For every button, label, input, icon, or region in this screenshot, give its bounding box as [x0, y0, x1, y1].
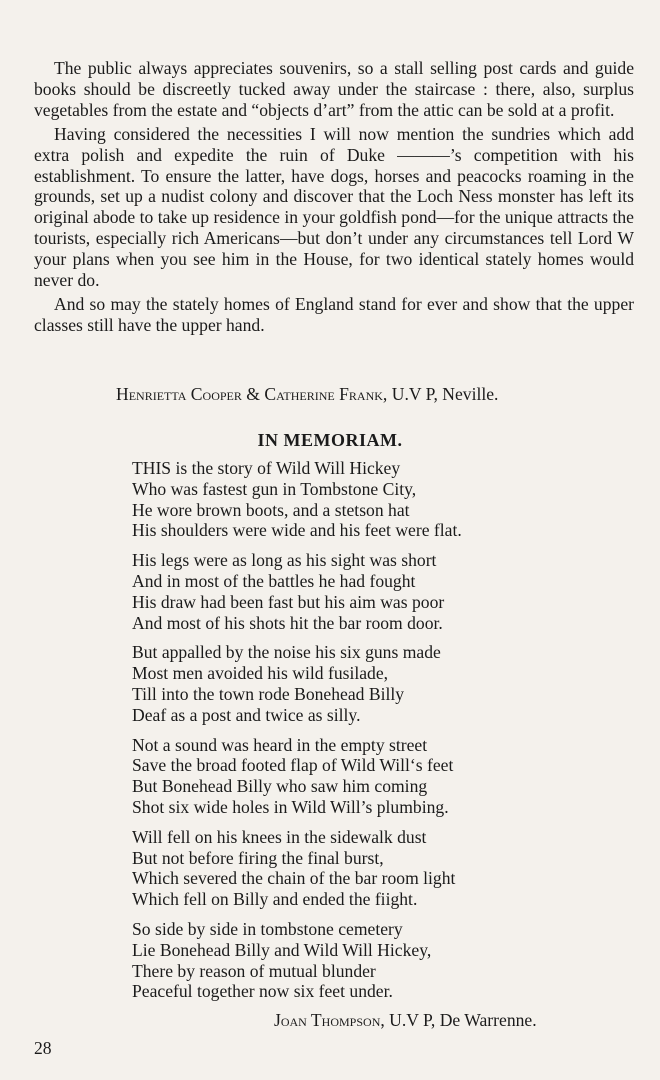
essay-byline — [116, 384, 498, 405]
poem-byline — [274, 1010, 537, 1031]
poem-line: Which severed the chain of the bar room light — [132, 868, 456, 889]
author-class: U.V P, Neville. — [391, 384, 499, 404]
poem-line: Deaf as a post and twice as silly. — [132, 704, 361, 725]
poem-line: But appalled by the noise his six guns made — [132, 642, 441, 663]
author-names: Henrietta Cooper & Catherine Frank, — [116, 384, 388, 404]
poem-line: Till into the town rode Bonehead Billy — [132, 683, 405, 704]
paragraph: And so may the stately homes of England stand for ever and show that the upper classes still have the upper hand. — [34, 293, 634, 335]
paragraph: Having considered the necessities I will now mention the sundries which add extra polish and expedite the ruin of Duke ———’s competition with his establishment. To ensure the latter, have dogs, horses and peacocks roaming in the grounds, set up a nudist colony and discover that the Loch Ness monster has left its original abode to take up residence in your goldfish pond—for the unique attracts the tourists, especially rich Americans—but don’t under any circumstances tell Lord W your plans when you see him in the House, for two identical stately homes would never do. — [34, 123, 634, 291]
poem-stanza — [132, 642, 462, 725]
poem-line: Lie Bonehead Billy and Wild Will Hickey, — [132, 939, 432, 960]
poem-line: Who was fastest gun in Tombstone City, — [132, 478, 417, 499]
poem-line: His draw had been fast but his aim was poor — [132, 591, 445, 612]
poem-line: But Bonehead Billy who saw him coming — [132, 776, 428, 797]
poem-line: Will fell on his knees in the sidewalk dust — [132, 826, 427, 847]
poem-line: Which fell on Billy and ended the fiight. — [132, 889, 418, 910]
poem-stanza — [132, 458, 462, 541]
poem-line: THIS is the story of Wild Will Hickey — [132, 458, 401, 478]
poem-line: But not before firing the final burst, — [132, 847, 384, 868]
poem-line: And most of his shots hit the bar room door. — [132, 612, 443, 633]
poem-stanza — [132, 735, 462, 818]
poem-line: Save the broad footed flap of Wild Will‘s feet — [132, 755, 454, 776]
poem-line: His shoulders were wide and his feet were flat. — [132, 520, 462, 541]
paragraph: The public always appreciates souvenirs, so a stall selling post cards and guide books should be discreetly tucked away under the staircase : there, also, surplus vegetables from the estate and “objects d’art” from the attic can be sold at a profit. — [34, 58, 634, 120]
poem-line: So side by side in tombstone cemetery — [132, 918, 403, 939]
poem-stanza — [132, 827, 462, 910]
poem-stanza — [132, 919, 462, 1002]
poem-line: Most men avoided his wild fusilade, — [132, 663, 389, 684]
poem-line: There by reason of mutual blunder — [132, 960, 376, 981]
poem-stanza — [132, 550, 462, 633]
poem-line: His legs were as long as his sight was short — [132, 550, 437, 571]
page-number: 28 — [34, 1038, 52, 1058]
poem — [132, 458, 462, 1011]
essay-text — [34, 58, 634, 339]
author-names: Joan Thompson, — [274, 1010, 385, 1030]
poem-line: And in most of the battles he had fought — [132, 570, 416, 591]
poem-line: Shot six wide holes in Wild Will’s plumbing. — [132, 796, 449, 817]
poem-line: Not a sound was heard in the empty street — [132, 734, 428, 755]
poem-line: He wore brown boots, and a stetson hat — [132, 499, 410, 520]
poem-line: Peaceful together now six feet under. — [132, 981, 393, 1002]
author-class: U.V P, De Warrenne. — [389, 1010, 537, 1030]
poem-title: IN MEMORIAM. — [257, 430, 403, 450]
